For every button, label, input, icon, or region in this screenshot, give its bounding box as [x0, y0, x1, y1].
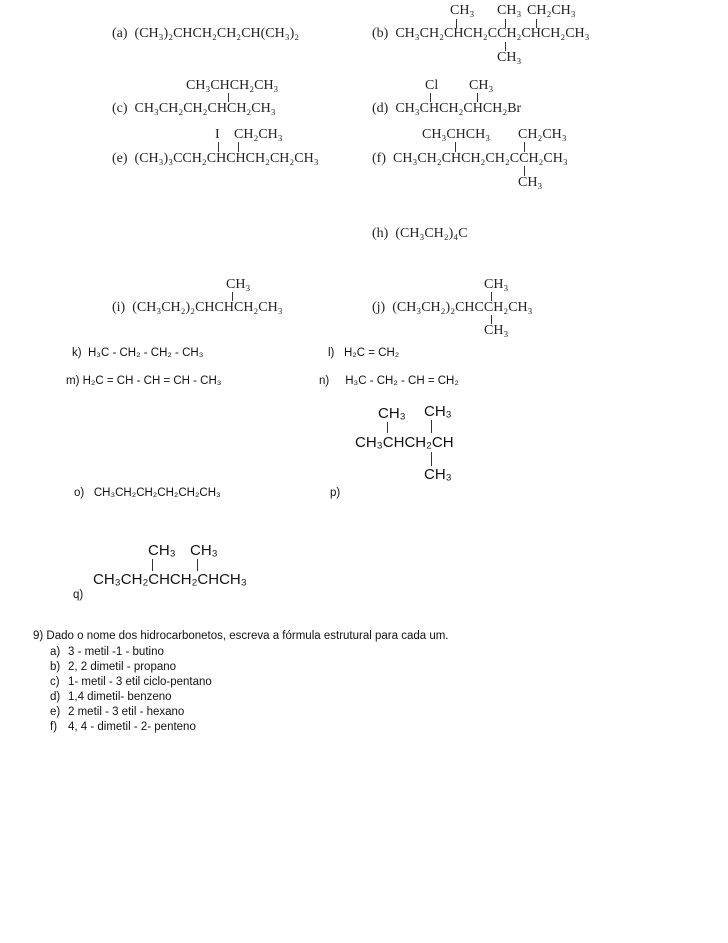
structure-e [112, 151, 319, 167]
structure-i-top: CH₃ [226, 277, 251, 292]
structure-f [372, 151, 568, 167]
structure-b-main: CH₃CH₂CHCH₂CCH₂CHCH₂CH₃ [395, 26, 590, 41]
structure-j-top: CH₃ [484, 277, 509, 292]
structure-i-label: (i) [112, 300, 126, 315]
question-9-list [38, 645, 212, 735]
structure-f-top2: CH₂CH₃ [518, 127, 567, 142]
item-o-formula: CH₃CH₂CH₂CH₂CH₂CH₃ [93, 487, 221, 499]
bond-line [431, 452, 432, 466]
structure-j [372, 300, 533, 316]
item-m-label: m) [66, 375, 80, 387]
structure-j-bottom: CH₃ [484, 323, 509, 338]
item-m [66, 375, 221, 387]
list-item [38, 675, 212, 690]
structure-b-label: (b) [372, 26, 389, 41]
structure-b [372, 26, 590, 42]
structure-d-main: CH₃CHCH₂CHCH₂Br [395, 101, 522, 116]
structure-j-label: (j) [372, 300, 386, 315]
structure-e-label: (e) [112, 151, 128, 166]
item-k-formula: H₃C - CH₂ - CH₂ - CH₃ [87, 347, 204, 359]
item-q-top1: CH₃ [148, 542, 176, 559]
structure-d [372, 101, 521, 117]
structure-c-top: CH₃CHCH₂CH₃ [186, 78, 279, 93]
list-item [38, 645, 212, 660]
structure-e-top2: CH₂CH₃ [234, 127, 283, 142]
bond-line [197, 559, 198, 571]
structure-b-top3: CH₂CH₃ [527, 3, 576, 18]
item-l-formula: H₂C = CH₂ [343, 347, 400, 359]
structure-b-bottom: CH₃ [497, 50, 522, 65]
structure-c-label: (c) [112, 101, 128, 116]
structure-d-top1: Cl [425, 78, 439, 93]
structure-a-label: (a) [112, 26, 128, 41]
structure-e-main: (CH₃)₃CCH₂CHCHCH₂CH₂CH₃ [134, 151, 319, 166]
structure-i-main: (CH₃CH₂)₂CHCHCH₂CH₃ [132, 300, 283, 315]
structure-h-formula: (CH₃CH₂)₄C [395, 226, 468, 241]
structure-j-main: (CH₃CH₂)₂CHCCH₂CH₃ [392, 300, 533, 315]
structure-e-top1: I [215, 127, 220, 142]
list-item [38, 660, 212, 675]
list-item-letter: f) [50, 721, 58, 733]
item-o [74, 487, 221, 499]
structure-f-main: CH₃CH₂CHCH₂CH₂CCH₂CH₃ [393, 151, 568, 166]
item-q-main: CH₃CH₂CHCH₂CHCH₃ [93, 571, 247, 588]
structure-f-bottom: CH₃ [518, 175, 543, 190]
structure-c [112, 101, 276, 117]
structure-h-label: (h) [372, 226, 389, 241]
item-l [328, 347, 399, 359]
bond-line [387, 422, 388, 433]
list-item-letter: c) [50, 676, 60, 688]
item-n-label: n) [319, 375, 330, 387]
list-item-text: 1,4 dimetil- benzeno [68, 691, 172, 703]
list-item-letter: d) [50, 691, 61, 703]
item-n-formula: H₃C - CH₂ - CH = CH₂ [345, 375, 459, 387]
item-p-label: p) [330, 487, 341, 499]
bond-line [152, 559, 153, 571]
structure-b-top2: CH₃ [497, 3, 522, 18]
list-item [38, 720, 212, 735]
item-p-top1: CH₃ [378, 405, 406, 422]
item-p-main: CH₃CHCH₂CH [355, 434, 454, 451]
item-m-formula: H₂C = CH - CH = CH - CH₃ [82, 375, 222, 387]
list-item [38, 690, 212, 705]
list-item-text: 3 - metil -1 - butino [68, 646, 164, 658]
list-item [38, 705, 212, 720]
list-item-letter: b) [50, 661, 61, 673]
structure-d-top2: CH₃ [469, 78, 494, 93]
item-l-label: l) [328, 347, 335, 359]
list-item-text: 1- metil - 3 etil ciclo-pentano [68, 676, 212, 688]
list-item-letter: a) [50, 646, 61, 658]
item-q-label: q) [73, 589, 84, 601]
list-item-text: 2 metil - 3 etil - hexano [68, 706, 185, 718]
item-o-label: o) [74, 487, 85, 499]
item-p-bottom: CH₃ [424, 466, 452, 483]
list-item-letter: e) [50, 706, 61, 718]
structure-b-top1: CH₃ [450, 3, 475, 18]
item-q-top2: CH₃ [190, 542, 218, 559]
structure-f-label: (f) [372, 151, 386, 166]
item-p-top2: CH₃ [424, 403, 452, 420]
list-item-text: 4, 4 - dimetil - 2- penteno [68, 721, 196, 733]
structure-f-top1: CH₃CHCH₃ [422, 127, 491, 142]
question-9-title: 9) Dado o nome dos hidrocarbonetos, escreva a fórmula estrutural para cada um. [33, 630, 449, 642]
structure-a [112, 26, 299, 42]
item-n [319, 375, 459, 387]
structure-c-main: CH₃CH₂CH₂CHCH₂CH₃ [134, 101, 276, 116]
list-item-text: 2, 2 dimetil - propano [68, 661, 177, 673]
item-k [72, 347, 203, 359]
item-k-label: k) [72, 347, 82, 359]
structure-h [372, 226, 468, 242]
structure-i [112, 300, 283, 316]
structure-d-label: (d) [372, 101, 389, 116]
structure-a-formula: (CH₃)₂CHCH₂CH₂CH(CH₃)₂ [134, 26, 300, 41]
bond-line [431, 420, 432, 433]
